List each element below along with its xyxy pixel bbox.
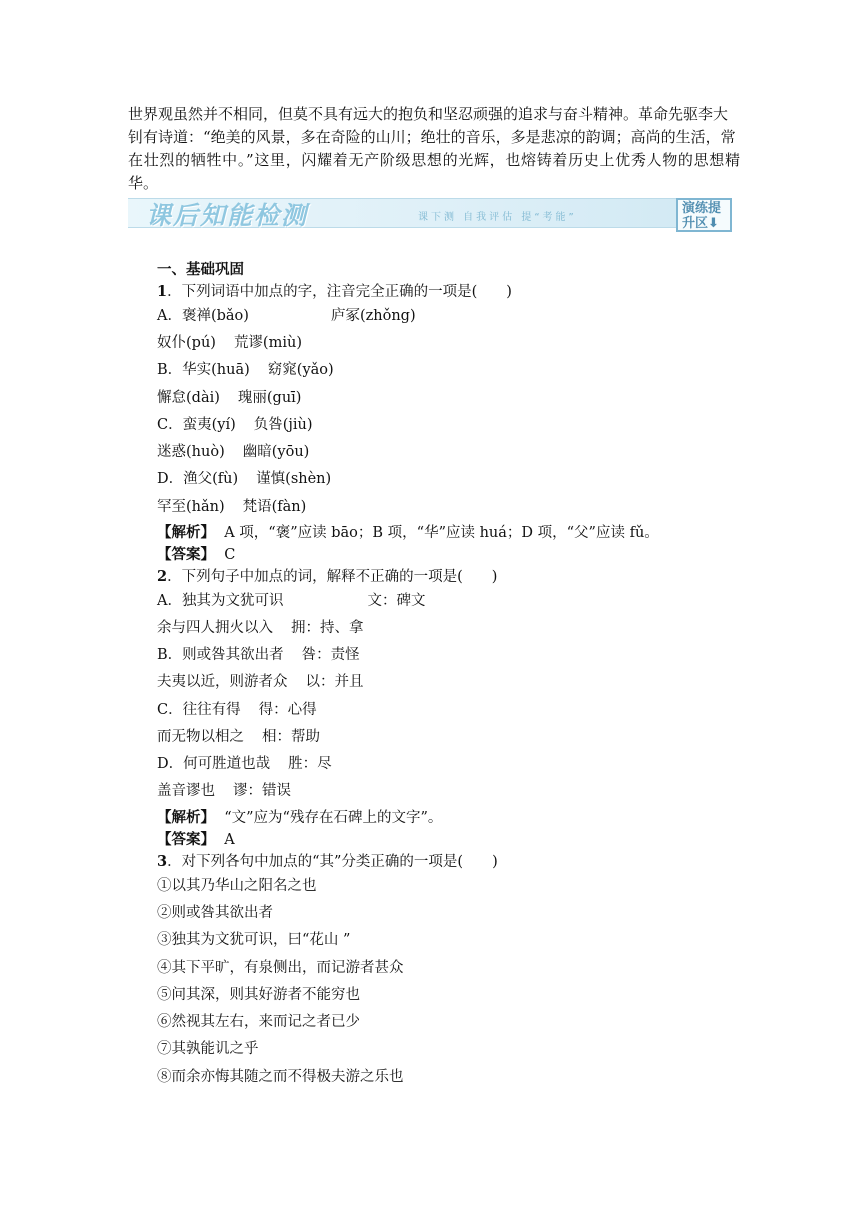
question-number: 2 <box>157 568 168 585</box>
option-term: 以：并且 <box>305 674 364 690</box>
option-term: 荒谬(miù) <box>233 335 302 351</box>
option-line <box>157 670 364 691</box>
option-line <box>157 725 320 746</box>
list-item: ④其下平旷，有泉侧出，而记游者甚众 <box>157 960 404 976</box>
option-term: 迷惑(huò) <box>157 444 225 460</box>
option-term: B．华实(huā) <box>157 362 250 378</box>
option-term: C．往往有得 <box>157 702 241 718</box>
answer-label: 【答案】 <box>157 546 215 563</box>
intro-line: 钊有诗道：“绝美的风景，多在奇险的山川；绝壮的音乐，多是悲凉的韵调；高尚的生活，常 <box>128 128 736 146</box>
option-term: A．褒禅(bǎo) <box>157 308 249 324</box>
option-term: 幽暗(yōu) <box>242 444 310 460</box>
answer-value: A <box>224 832 235 848</box>
option-term: 拥：持、拿 <box>291 620 364 636</box>
option-term: 谬：错误 <box>233 783 291 799</box>
list-item: ⑧而余亦悔其随之而不得极夫游之乐也 <box>157 1069 404 1085</box>
option-line <box>157 413 313 434</box>
option-term: C．蛮夷(yí) <box>157 417 236 433</box>
option-line <box>157 643 360 664</box>
analysis-text: A 项，“褒”应读 bāo；B 项，“华”应读 huá；D 项，“父”应读 fǔ。 <box>224 525 659 541</box>
option-line <box>157 495 306 516</box>
option-line <box>157 779 291 800</box>
option-term: 谨慎(shèn) <box>256 471 332 487</box>
analysis-label: 【解析】 <box>157 809 215 826</box>
intro-line: 世界观虽然并不相同，但莫不具有远大的抱负和坚忍顽强的追求与奋斗精神。革命先驱李大 <box>128 105 729 123</box>
banner-badge-line: 升区⬇ <box>682 216 719 231</box>
option-line <box>157 386 301 407</box>
option-term: 余与四人拥火以入 <box>157 620 273 636</box>
option-term: 罕至(hǎn) <box>157 499 225 515</box>
question-1-stem <box>157 280 512 301</box>
option-term: 而无物以相之 <box>157 729 244 745</box>
option-term: 得：心得 <box>258 702 317 718</box>
option-term: 盖音谬也 <box>157 783 215 799</box>
option-line <box>157 616 364 637</box>
analysis-text: “文”应为“残存在石碑上的文字”。 <box>224 810 443 826</box>
option-term: 胜：尽 <box>288 756 332 772</box>
option-line <box>157 331 302 352</box>
analysis-label: 【解析】 <box>157 524 215 541</box>
option-term: B．则或咎其欲出者 <box>157 647 284 663</box>
option-term: 庐冢(zhǒng) <box>330 308 416 324</box>
list-item: ⑦其孰能讥之乎 <box>157 1041 259 1057</box>
question-text: ．下列词语中加点的字，注音完全正确的一项是( ) <box>167 284 512 300</box>
answer-label: 【答案】 <box>157 831 215 848</box>
question-number: 1 <box>157 283 168 300</box>
banner-badge-line: 演练提 <box>682 201 722 216</box>
option-line <box>157 698 317 719</box>
option-line <box>157 304 416 325</box>
question-text: ．下列句子中加点的词，解释不正确的一项是( ) <box>167 569 498 585</box>
list-item: ①以其乃华山之阳名之也 <box>157 878 317 894</box>
option-term: 文：碑文 <box>367 593 426 609</box>
banner-subtitle: 课下测 自我评估 提“考能” <box>418 212 577 223</box>
intro-paragraph <box>128 103 740 195</box>
option-term: 瑰丽(guī) <box>237 390 302 406</box>
option-term: D．何可胜道也哉 <box>157 756 271 772</box>
question-2-stem <box>157 565 497 586</box>
option-term: 懈怠(dài) <box>157 390 220 406</box>
option-line <box>157 589 425 610</box>
question-number: 3 <box>157 853 168 870</box>
option-term: 窈窕(yǎo) <box>267 362 334 378</box>
option-line <box>157 358 334 379</box>
option-term: D．渔父(fù) <box>157 471 239 487</box>
section-banner <box>128 192 735 234</box>
option-term: 相：帮助 <box>262 729 320 745</box>
option-line <box>157 467 331 488</box>
answer-line <box>157 828 235 849</box>
option-term: 梵语(fàn) <box>242 499 307 515</box>
question-text: ．对下列各句中加点的“其”分类正确的一项是( ) <box>167 854 498 870</box>
answer-value: C <box>224 547 236 563</box>
option-term: 负咎(jiù) <box>253 417 313 433</box>
answer-line <box>157 543 235 564</box>
question-3-stem <box>157 850 498 871</box>
section-title: 一、基础巩固 <box>157 261 244 278</box>
list-item: ③独其为文犹可识，曰“花山 ” <box>157 932 351 948</box>
list-item: ⑤问其深，则其好游者不能穷也 <box>157 987 360 1003</box>
banner-title: 课后知能检测 <box>146 201 309 230</box>
option-term: 夫夷以近，则游者众 <box>157 674 288 690</box>
intro-line: 在壮烈的牺牲中。”这里，闪耀着无产阶级思想的光辉，也熔铸着历史上优秀人物的思想精华。 <box>128 151 740 192</box>
list-item: ②则或咎其欲出者 <box>157 905 273 921</box>
option-term: 奴仆(pú) <box>157 335 216 351</box>
option-line <box>157 440 309 461</box>
analysis-line <box>157 806 442 827</box>
option-term: A．独其为文犹可识 <box>157 593 284 609</box>
list-item: ⑥然视其左右，来而记之者已少 <box>157 1014 360 1030</box>
option-term: 咎：责怪 <box>301 647 360 663</box>
analysis-line <box>157 521 659 542</box>
option-line <box>157 752 332 773</box>
banner-badge <box>676 198 732 232</box>
